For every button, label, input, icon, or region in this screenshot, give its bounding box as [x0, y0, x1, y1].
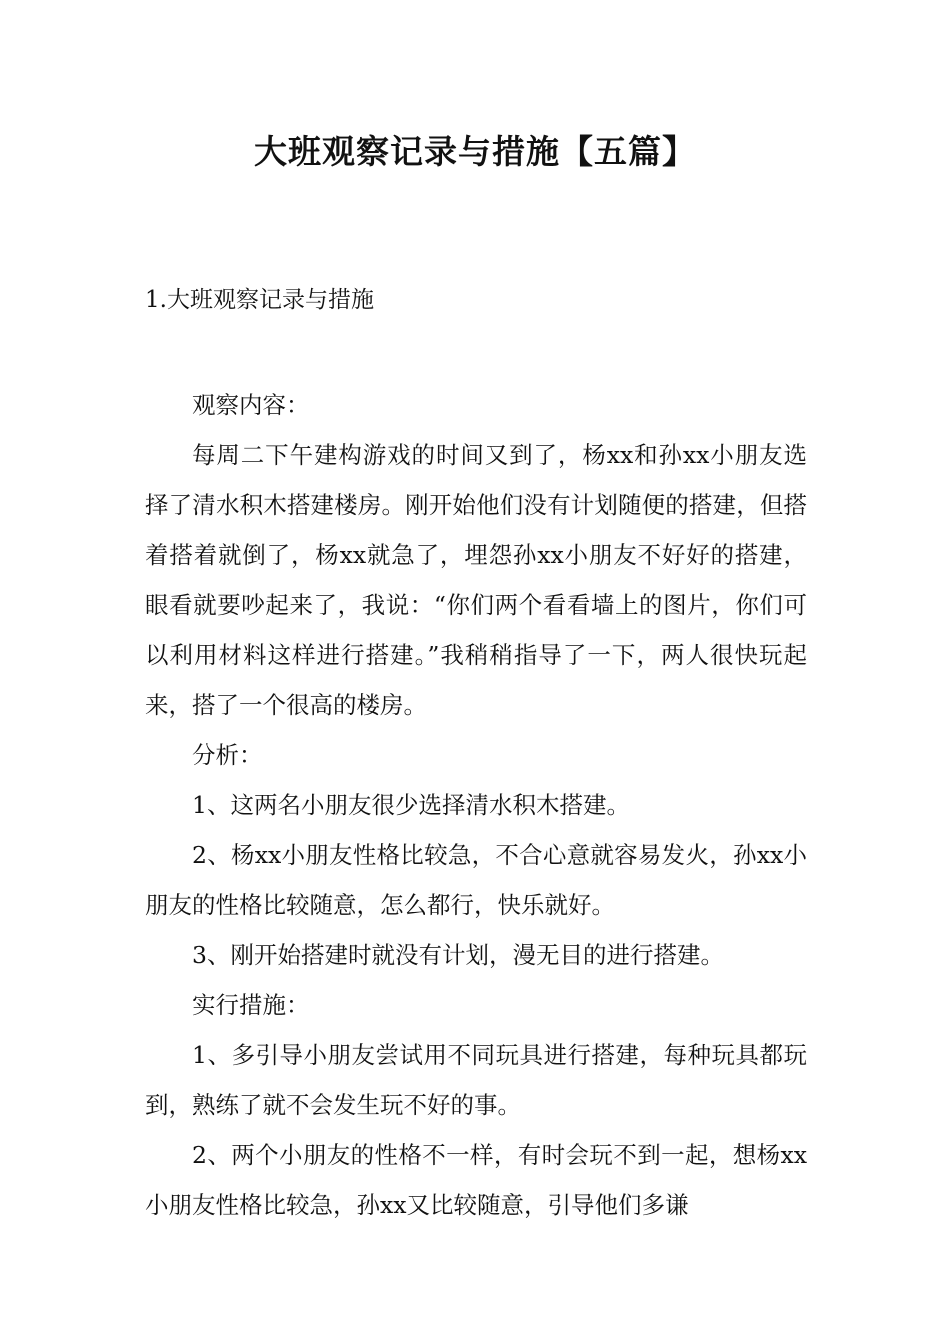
document-body — [145, 380, 807, 1230]
paragraph-analysis-3: 3、刚开始搭建时就没有计划，漫无目的进行搭建。 — [192, 941, 724, 969]
paragraph-observation-content: 每周二下午建构游戏的时间又到了，杨xx和孙xx小朋友选择了清水积木搭建楼房。刚开始他们没有计划随便的搭建，但搭着搭着就倒了，杨xx就急了，埋怨孙xx小朋友不好好的搭建，眼看就要吵起来了，我说：“你们两个看看墙上的图片，你们可以利用材料这样进行搭建。”我稍稍指导了一下，两人很快玩起来，搭了一个很高的楼房。 — [145, 441, 807, 719]
section-heading: 1.大班观察记录与措施 — [145, 287, 374, 313]
paragraph-analysis-1: 1、这两名小朋友很少选择清水积木搭建。 — [192, 791, 630, 819]
paragraph-measures-2: 2、两个小朋友的性格不一样，有时会玩不到一起，想杨xx小朋友性格比较急，孙xx又比较随意，引导他们多谦 — [145, 1141, 807, 1219]
paragraph-measures-1: 1、多引导小朋友尝试用不同玩具进行搭建，每种玩具都玩到，熟练了就不会发生玩不好的事。 — [145, 1041, 807, 1119]
paragraph-analysis-label: 分析： — [192, 741, 263, 769]
paragraph-analysis-2: 2、杨xx小朋友性格比较急，不合心意就容易发火，孙xx小朋友的性格比较随意，怎么都行，快乐就好。 — [145, 841, 807, 919]
document-title: 大班观察记录与措施【五篇】 — [254, 132, 696, 171]
paragraph-measures-label: 实行措施： — [192, 991, 310, 1019]
paragraph-observation-label: 观察内容： — [192, 391, 310, 419]
